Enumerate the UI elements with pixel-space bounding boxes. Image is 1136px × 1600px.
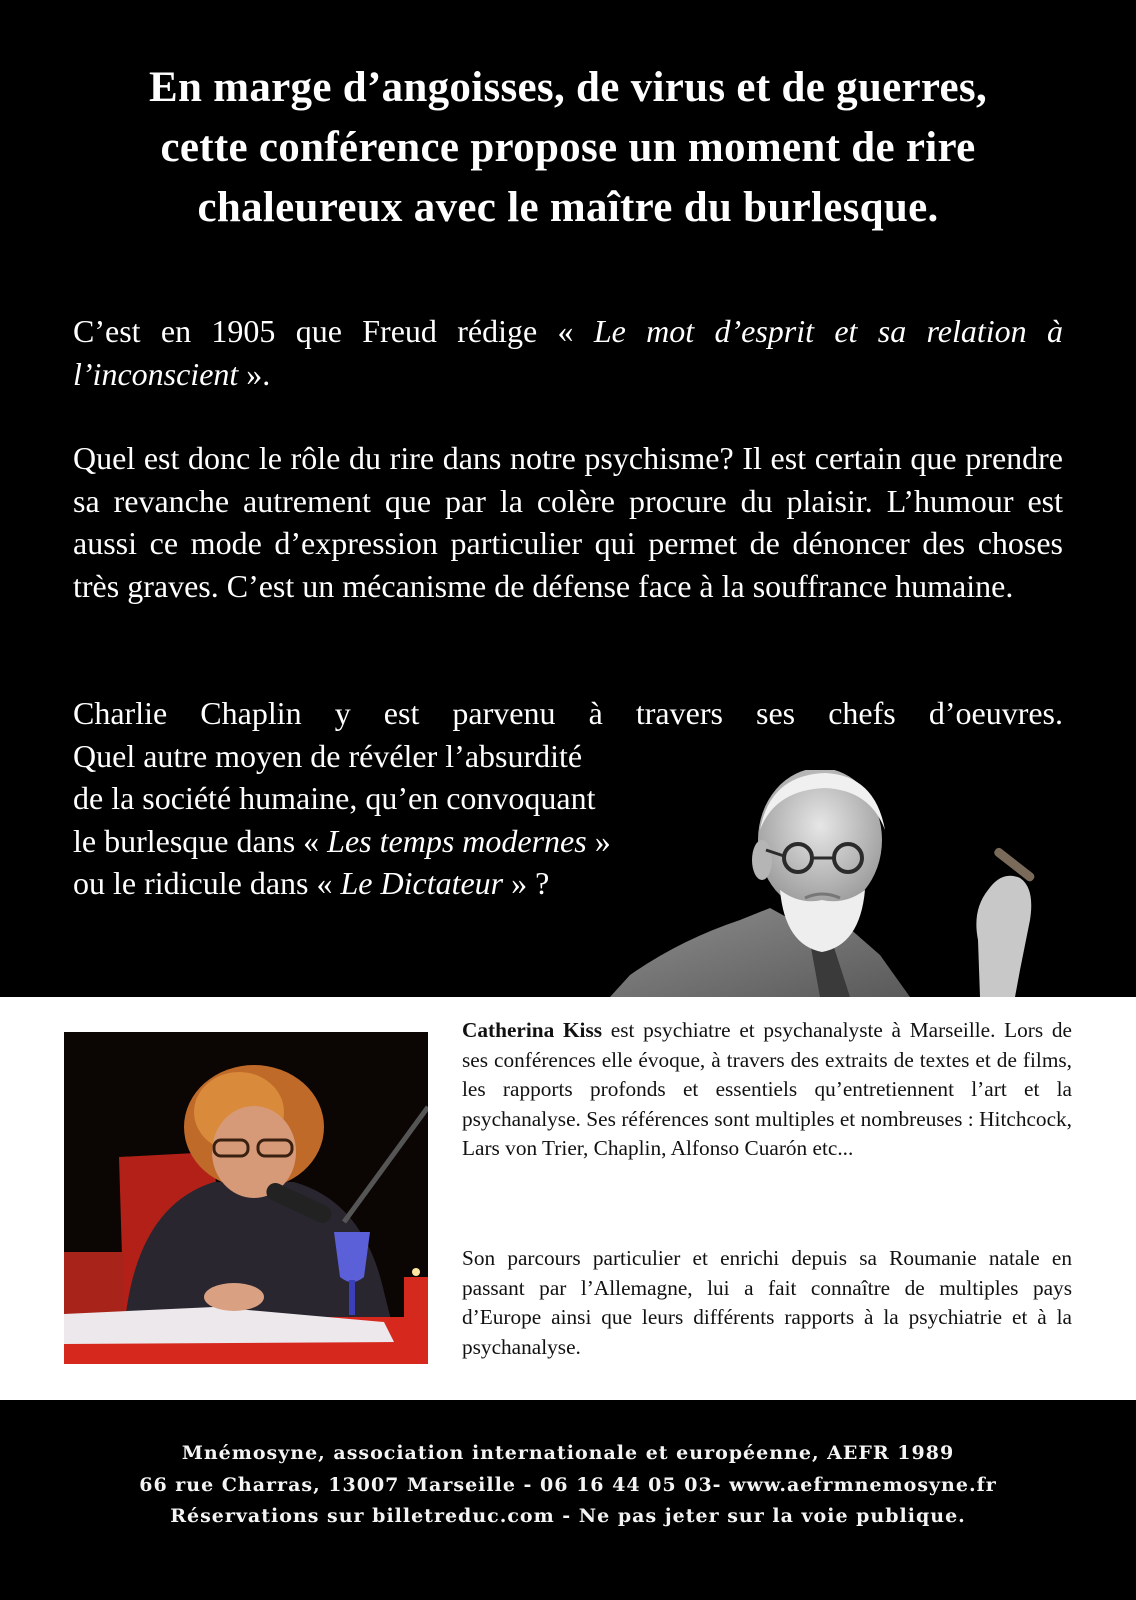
headline-line-2: cette conférence propose un moment de rire [160,124,976,171]
paragraph-role-of-laughter: Quel est donc le rôle du rire dans notre psychisme? Il est certain que prendre sa revanche autrement que par la colère procure du plaisir. L’humour est aussi ce mode d’expression particulier qui permet de dénoncer des choses très graves. C’est un mécanisme de défense face à la souffrance humaine. [73,440,1063,604]
headline-line-3: chaleureux avec le maître du burlesque. [197,184,939,231]
speaker-bio-paragraph-2: Son parcours particulier et enrichi depuis sa Roumanie natale en passant par l’Allemagne, lui a fait connaître de multiples pays d’Europe ainsi que leurs différents rapports à la psychiatrie et à la psychanalyse. [462,1246,1072,1359]
speaker-photo [64,1032,428,1364]
paragraph1-text: C’est en 1905 que Freud rédige « [73,313,594,349]
paragraph1-closing: ». [238,355,271,392]
speaker-bio-paragraph-1 [462,1016,1072,1164]
footer [0,1400,1136,1600]
paragraph-freud-1905 [73,310,1063,395]
headline-line-1: En marge d’angoisses, de virus et de guerres, [148,64,988,111]
footer-reservations: Réservations sur billetreduc.com - Ne pas jeter sur la voie publique. [170,1505,966,1527]
line4-text: le burlesque dans « [73,822,328,859]
chaplin-line-3: de la société humaine, qu’en convoquant [73,780,596,816]
freud-portrait-image [610,770,1090,997]
line5-close: » ? [503,865,550,901]
speaker-bio-text: est psychiatre et psychanalyste à Marseille. Lors de ses conférences elle évoque, à travers des extraits de textes et de films, les rapports profonds et essentiels qu’entretiennent l’art et la psychanalyse. Ses références sont multiples et nombreuses : Hitchcock, Lars von Trier, Chaplin, Alfonso Cuarón etc... [462,1018,1072,1160]
book-title: Le mot d’esprit et sa relation à l’inconscient [73,313,1064,392]
footer-association: Mnémosyne, association internationale et européenne, AEFR 1989 [181,1442,955,1464]
chaplin-line-2: Quel autre moyen de révéler l’absurdité [73,737,583,774]
headline [60,58,1076,238]
speaker-name: Catherina Kiss [462,1018,603,1042]
footer-contact: 66 rue Charras, 13007 Marseille - 06 16 44 05 03- www.aefrmnemosyne.fr [139,1473,997,1496]
speaker-section [0,997,1136,1400]
line4-close: » [586,822,611,859]
line5-text: ou le ridicule dans « [73,865,341,901]
chaplin-line-1: Charlie Chaplin y est parvenu à travers ses chefs d’oeuvres. [73,695,1063,731]
film-title-modern-times: Les temps modernes [327,822,587,859]
film-title-dictator: Le Dictateur [340,865,504,901]
